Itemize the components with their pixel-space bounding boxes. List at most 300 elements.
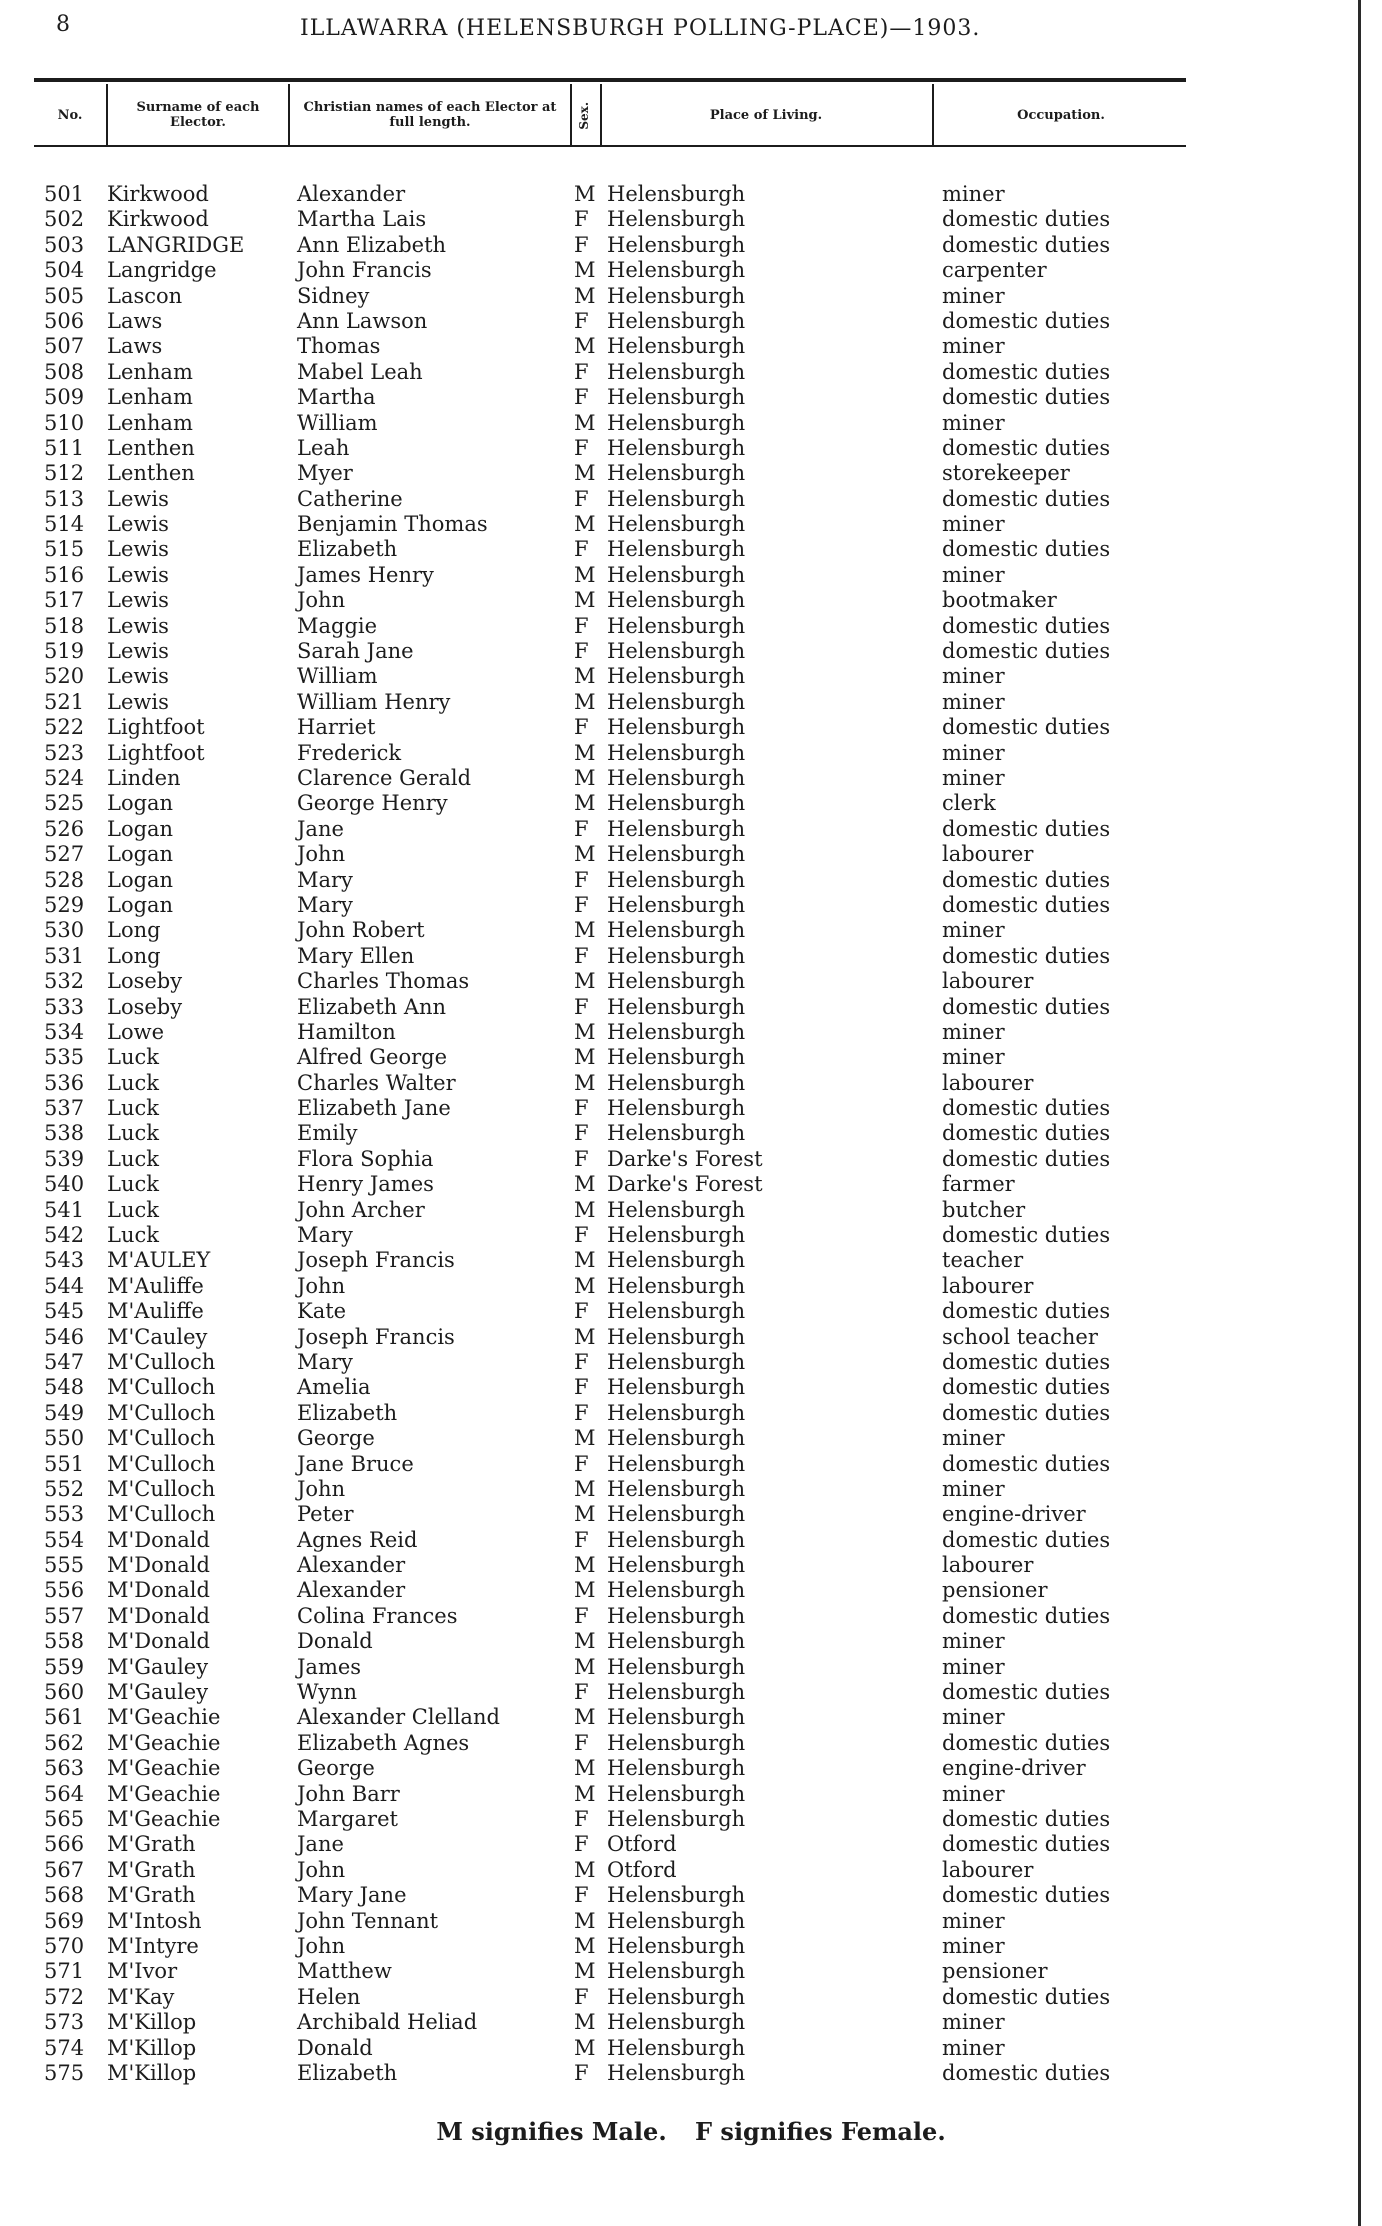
table-row [0,715,1382,740]
sex-cell: M [574,1197,596,1222]
place-of-living-cell: Helensburgh [607,1096,746,1121]
place-of-living-cell: Helensburgh [607,537,746,562]
sex-cell: F [574,1096,589,1121]
occupation-cell: miner [942,512,1005,537]
christian-names-cell: William [297,410,378,435]
sex-cell: M [574,2035,596,2060]
table-row [0,791,1382,816]
place-of-living-cell: Helensburgh [607,918,746,943]
place-of-living-cell: Helensburgh [607,816,746,841]
row-number-cell: 571 [44,1959,85,1984]
christian-names-cell: Sidney [297,283,370,308]
table-row [0,842,1382,867]
occupation-cell: labourer [942,842,1034,867]
sex-cell: F [574,1375,589,1400]
row-number-cell: 520 [44,664,85,689]
place-of-living-cell: Helensburgh [607,892,746,917]
occupation-cell: domestic duties [942,1883,1111,1908]
sex-cell: F [574,943,589,968]
christian-names-cell: George [297,1756,375,1781]
place-of-living-cell: Helensburgh [607,1933,746,1958]
place-of-living-cell: Helensburgh [607,1299,746,1324]
table-row [0,1553,1382,1578]
surname-cell: M'Auliffe [107,1273,204,1298]
christian-names-cell: Matthew [297,1959,392,1984]
christian-names-cell: Alexander [297,182,406,206]
occupation-cell: domestic duties [942,435,1111,460]
row-number-cell: 558 [44,1629,85,1654]
surname-cell: Lowe [107,1019,164,1044]
sex-cell: F [574,2060,589,2085]
surname-cell: Loseby [107,994,183,1019]
christian-names-cell: Donald [297,2035,373,2060]
place-of-living-cell: Helensburgh [607,1045,746,1070]
christian-names-cell: Colina Frances [297,1603,458,1628]
surname-cell: M'Auliffe [107,1299,204,1324]
christian-names-cell: John [297,1857,346,1882]
surname-cell: M'Geachie [107,1807,221,1831]
sex-cell: M [574,283,596,308]
place-of-living-cell: Helensburgh [607,1426,746,1451]
surname-cell: Logan [107,791,174,816]
surname-cell: Lenham [107,385,193,410]
christian-names-cell: James [297,1654,362,1679]
table-row [0,1909,1382,1934]
surname-cell: M'Kay [107,1984,175,2009]
sex-cell: M [574,1324,596,1349]
row-number-cell: 522 [44,715,85,740]
surname-cell: M'Grath [107,1857,196,1882]
surname-cell: M'Intosh [107,1908,202,1933]
christian-names-cell: John [297,1476,346,1501]
surname-cell: M'Geachie [107,1781,221,1806]
surname-cell: Lewis [107,613,169,638]
place-of-living-cell: Helensburgh [607,1349,746,1374]
occupation-cell: domestic duties [942,816,1111,841]
row-number-cell: 564 [44,1781,85,1806]
row-number-cell: 508 [44,359,85,384]
sex-cell: M [574,1553,596,1578]
row-number-cell: 542 [44,1223,85,1248]
occupation-cell: miner [942,562,1005,587]
christian-names-cell: Archibald Heliad [297,2010,478,2035]
place-of-living-cell: Helensburgh [607,182,746,206]
row-number-cell: 562 [44,1730,85,1755]
surname-cell: M'Ivor [107,1959,178,1984]
column-divider [106,84,108,146]
table-header-rule [34,145,1186,147]
occupation-cell: engine-driver [942,1756,1086,1781]
place-of-living-cell: Helensburgh [607,486,746,511]
header-surname: Surname of each Elector. [136,100,260,130]
surname-cell: M'Culloch [107,1375,216,1400]
row-number-cell: 543 [44,1248,85,1273]
surname-cell: Lewis [107,512,169,537]
page-edge-line [1358,0,1361,2226]
place-of-living-cell: Helensburgh [607,842,746,867]
row-number-cell: 512 [44,461,85,486]
table-row [0,1121,1382,1146]
christian-names-cell: Elizabeth [297,537,398,562]
christian-names-cell: Ann Lawson [297,308,428,333]
table-row [0,182,1382,207]
surname-cell: Long [107,918,161,943]
female-legend: F signifies Female. [695,2117,946,2146]
table-row [0,2061,1382,2086]
surname-cell: M'Culloch [107,1451,216,1476]
sex-cell: F [574,994,589,1019]
header-christian-names: Christian names of each Elector at full length. [303,100,557,130]
row-number-cell: 526 [44,816,85,841]
table-row [0,563,1382,588]
sex-cell: F [574,1146,589,1171]
sex-cell: F [574,613,589,638]
occupation-cell: miner [942,410,1005,435]
christian-names-cell: Mary [297,1223,353,1248]
occupation-cell: miner [942,2035,1005,2060]
place-of-living-cell: Helensburgh [607,1680,746,1705]
row-number-cell: 528 [44,867,85,892]
occupation-cell: labourer [942,1857,1034,1882]
table-row [0,1578,1382,1603]
row-number-cell: 554 [44,1527,85,1552]
sex-cell: F [574,1832,589,1857]
place-of-living-cell: Darke's Forest [607,1146,763,1171]
sex-cell: M [574,1426,596,1451]
occupation-cell: clerk [942,791,996,816]
table-row [0,1782,1382,1807]
occupation-cell: miner [942,2010,1005,2035]
row-number-cell: 565 [44,1807,85,1831]
christian-names-cell: Mary [297,892,353,917]
table-row [0,1020,1382,1045]
sex-cell: M [574,562,596,587]
christian-names-cell: Hamilton [297,1019,396,1044]
row-number-cell: 531 [44,943,85,968]
occupation-cell: domestic duties [942,207,1111,232]
christian-names-cell: Jane [297,816,344,841]
table-row [0,1172,1382,1197]
surname-cell: Lewis [107,486,169,511]
christian-names-cell: Leah [297,435,350,460]
table-row [0,1807,1382,1832]
place-of-living-cell: Helensburgh [607,613,746,638]
sex-cell: M [574,689,596,714]
sex-cell: F [574,435,589,460]
table-row [0,461,1382,486]
surname-cell: M'Donald [107,1553,210,1578]
table-row [0,995,1382,1020]
row-number-cell: 568 [44,1883,85,1908]
place-of-living-cell: Helensburgh [607,1781,746,1806]
sex-cell: M [574,1502,596,1527]
christian-names-cell: Alexander [297,1553,406,1578]
table-row [0,690,1382,715]
christian-names-cell: Mary [297,1349,353,1374]
occupation-cell: butcher [942,1197,1026,1222]
table-row [0,817,1382,842]
surname-cell: M'Culloch [107,1502,216,1527]
occupation-cell: labourer [942,1553,1034,1578]
column-divider [600,84,602,146]
table-row [0,512,1382,537]
place-of-living-cell: Helensburgh [607,258,746,283]
sex-cell: M [574,410,596,435]
occupation-cell: labourer [942,969,1034,994]
table-row [0,893,1382,918]
surname-cell: Logan [107,892,174,917]
sex-cell: M [574,1019,596,1044]
table-row [0,944,1382,969]
occupation-cell: miner [942,1908,1005,1933]
occupation-cell: domestic duties [942,1603,1111,1628]
table-row [0,969,1382,994]
row-number-cell: 515 [44,537,85,562]
occupation-cell: miner [942,283,1005,308]
header-sex-label: Sex. [577,102,592,130]
occupation-cell: domestic duties [942,994,1111,1019]
occupation-cell: storekeeper [942,461,1070,486]
table-row [0,1655,1382,1680]
place-of-living-cell: Helensburgh [607,1324,746,1349]
sex-cell: F [574,1883,589,1908]
occupation-cell: miner [942,182,1005,206]
sex-cell: M [574,588,596,613]
table-row [0,436,1382,461]
sex-cell: M [574,1654,596,1679]
male-legend: M signifies Male. [436,2117,667,2146]
occupation-cell: domestic duties [942,1121,1111,1146]
christian-names-cell: Maggie [297,613,378,638]
row-number-cell: 556 [44,1578,85,1603]
row-number-cell: 527 [44,842,85,867]
electoral-roll-table [0,182,1382,2086]
table-row [0,1756,1382,1781]
row-number-cell: 572 [44,1984,85,2009]
table-row [0,537,1382,562]
place-of-living-cell: Helensburgh [607,435,746,460]
occupation-cell: domestic duties [942,2060,1111,2085]
sex-cell: M [574,1070,596,1095]
place-of-living-cell: Helensburgh [607,791,746,816]
row-number-cell: 538 [44,1121,85,1146]
occupation-cell: domestic duties [942,1375,1111,1400]
table-row [0,1325,1382,1350]
sex-cell: F [574,816,589,841]
surname-cell: M'Geachie [107,1756,221,1781]
row-number-cell: 510 [44,410,85,435]
sex-cell: F [574,1603,589,1628]
place-of-living-cell: Helensburgh [607,1502,746,1527]
place-of-living-cell: Helensburgh [607,943,746,968]
christian-names-cell: John Archer [297,1197,425,1222]
row-number-cell: 519 [44,639,85,664]
occupation-cell: miner [942,1781,1005,1806]
sex-cell: F [574,207,589,232]
christian-names-cell: Mabel Leah [297,359,423,384]
place-of-living-cell: Helensburgh [607,1197,746,1222]
sex-legend [0,2117,1382,2146]
christian-names-cell: John Robert [297,918,425,943]
sex-cell: M [574,258,596,283]
row-number-cell: 535 [44,1045,85,1070]
place-of-living-cell: Helensburgh [607,2010,746,2035]
row-number-cell: 552 [44,1476,85,1501]
surname-cell: Linden [107,765,181,790]
row-number-cell: 501 [44,182,85,206]
christian-names-cell: Elizabeth [297,1400,398,1425]
sex-cell: M [574,1781,596,1806]
place-of-living-cell: Helensburgh [607,207,746,232]
row-number-cell: 566 [44,1832,85,1857]
christian-names-cell: Jane [297,1832,344,1857]
christian-names-cell: Emily [297,1121,358,1146]
sex-cell: F [574,1730,589,1755]
sex-cell: M [574,512,596,537]
place-of-living-cell: Helensburgh [607,1807,746,1831]
surname-cell: Loseby [107,969,183,994]
christian-names-cell: Agnes Reid [297,1527,418,1552]
place-of-living-cell: Helensburgh [607,1654,746,1679]
place-of-living-cell: Helensburgh [607,1070,746,1095]
christian-names-cell: Mary Ellen [297,943,415,968]
surname-cell: Lightfoot [107,740,205,765]
sex-cell: F [574,1984,589,2009]
place-of-living-cell: Helensburgh [607,994,746,1019]
place-of-living-cell: Helensburgh [607,1629,746,1654]
table-row [0,741,1382,766]
row-number-cell: 511 [44,435,85,460]
place-of-living-cell: Helensburgh [607,1121,746,1146]
sex-cell: M [574,1248,596,1273]
surname-cell: Logan [107,816,174,841]
sex-cell: M [574,740,596,765]
sex-cell: M [574,2010,596,2035]
occupation-cell: domestic duties [942,1730,1111,1755]
christian-names-cell: Martha [297,385,376,410]
table-row [0,1858,1382,1883]
place-of-living-cell: Helensburgh [607,1451,746,1476]
row-number-cell: 517 [44,588,85,613]
row-number-cell: 541 [44,1197,85,1222]
christian-names-cell: Mary [297,867,353,892]
surname-cell: Luck [107,1172,159,1197]
christian-names-cell: Elizabeth Agnes [297,1730,470,1755]
surname-cell: Lewis [107,562,169,587]
place-of-living-cell: Helensburgh [607,308,746,333]
table-row [0,284,1382,309]
row-number-cell: 523 [44,740,85,765]
row-number-cell: 509 [44,385,85,410]
table-row [0,1731,1382,1756]
place-of-living-cell: Helensburgh [607,562,746,587]
sex-cell: M [574,664,596,689]
christian-names-cell: Peter [297,1502,354,1527]
row-number-cell: 574 [44,2035,85,2060]
christian-names-cell: Joseph Francis [297,1248,455,1273]
occupation-cell: domestic duties [942,943,1111,968]
christian-names-cell: Alfred George [297,1045,447,1070]
row-number-cell: 534 [44,1019,85,1044]
surname-cell: Luck [107,1121,159,1146]
place-of-living-cell: Helensburgh [607,588,746,613]
occupation-cell: domestic duties [942,232,1111,257]
surname-cell: M'Gauley [107,1680,209,1705]
christian-names-cell: Donald [297,1629,373,1654]
christian-names-cell: Myer [297,461,353,486]
occupation-cell: domestic duties [942,613,1111,638]
table-row [0,487,1382,512]
christian-names-cell: William Henry [297,689,451,714]
place-of-living-cell: Helensburgh [607,1756,746,1781]
surname-cell: Lenham [107,410,193,435]
surname-cell: Luck [107,1096,159,1121]
place-of-living-cell: Helensburgh [607,1705,746,1730]
table-row [0,588,1382,613]
surname-cell: Logan [107,842,174,867]
christian-names-cell: Charles Thomas [297,969,470,994]
surname-cell: Luck [107,1223,159,1248]
sex-cell: F [574,486,589,511]
row-number-cell: 513 [44,486,85,511]
row-number-cell: 533 [44,994,85,1019]
christian-names-cell: Sarah Jane [297,639,414,664]
surname-cell: Long [107,943,161,968]
table-row [0,1045,1382,1070]
occupation-cell: domestic duties [942,639,1111,664]
surname-cell: M'Donald [107,1629,210,1654]
place-of-living-cell: Helensburgh [607,1248,746,1273]
sex-cell: M [574,765,596,790]
sex-cell: F [574,1223,589,1248]
christian-names-cell: Frederick [297,740,402,765]
surname-cell: M'Donald [107,1603,210,1628]
christian-names-cell: Margaret [297,1807,398,1831]
header-occupation: Occupation. [1017,107,1105,123]
christian-names-cell: Joseph Francis [297,1324,455,1349]
surname-cell: Lewis [107,664,169,689]
sex-cell: F [574,892,589,917]
christian-names-cell: Helen [297,1984,361,2009]
christian-names-cell: Mary Jane [297,1883,407,1908]
table-row [0,1680,1382,1705]
row-number-cell: 555 [44,1553,85,1578]
surname-cell: Luck [107,1045,159,1070]
sex-cell: M [574,1273,596,1298]
sex-cell: M [574,918,596,943]
row-number-cell: 563 [44,1756,85,1781]
christian-names-cell: Alexander [297,1578,406,1603]
header-no: No. [57,107,83,123]
place-of-living-cell: Helensburgh [607,283,746,308]
table-row [0,918,1382,943]
sex-cell: F [574,639,589,664]
row-number-cell: 516 [44,562,85,587]
row-number-cell: 570 [44,1933,85,1958]
sex-cell: M [574,1908,596,1933]
christian-names-cell: Wynn [297,1680,358,1705]
place-of-living-cell: Helensburgh [607,715,746,740]
occupation-cell: domestic duties [942,1527,1111,1552]
table-row [0,1604,1382,1629]
row-number-cell: 518 [44,613,85,638]
occupation-cell: miner [942,1629,1005,1654]
surname-cell: M'Gauley [107,1654,209,1679]
table-row [0,614,1382,639]
christian-names-cell: Charles Walter [297,1070,456,1095]
table-row [0,233,1382,258]
row-number-cell: 550 [44,1426,85,1451]
